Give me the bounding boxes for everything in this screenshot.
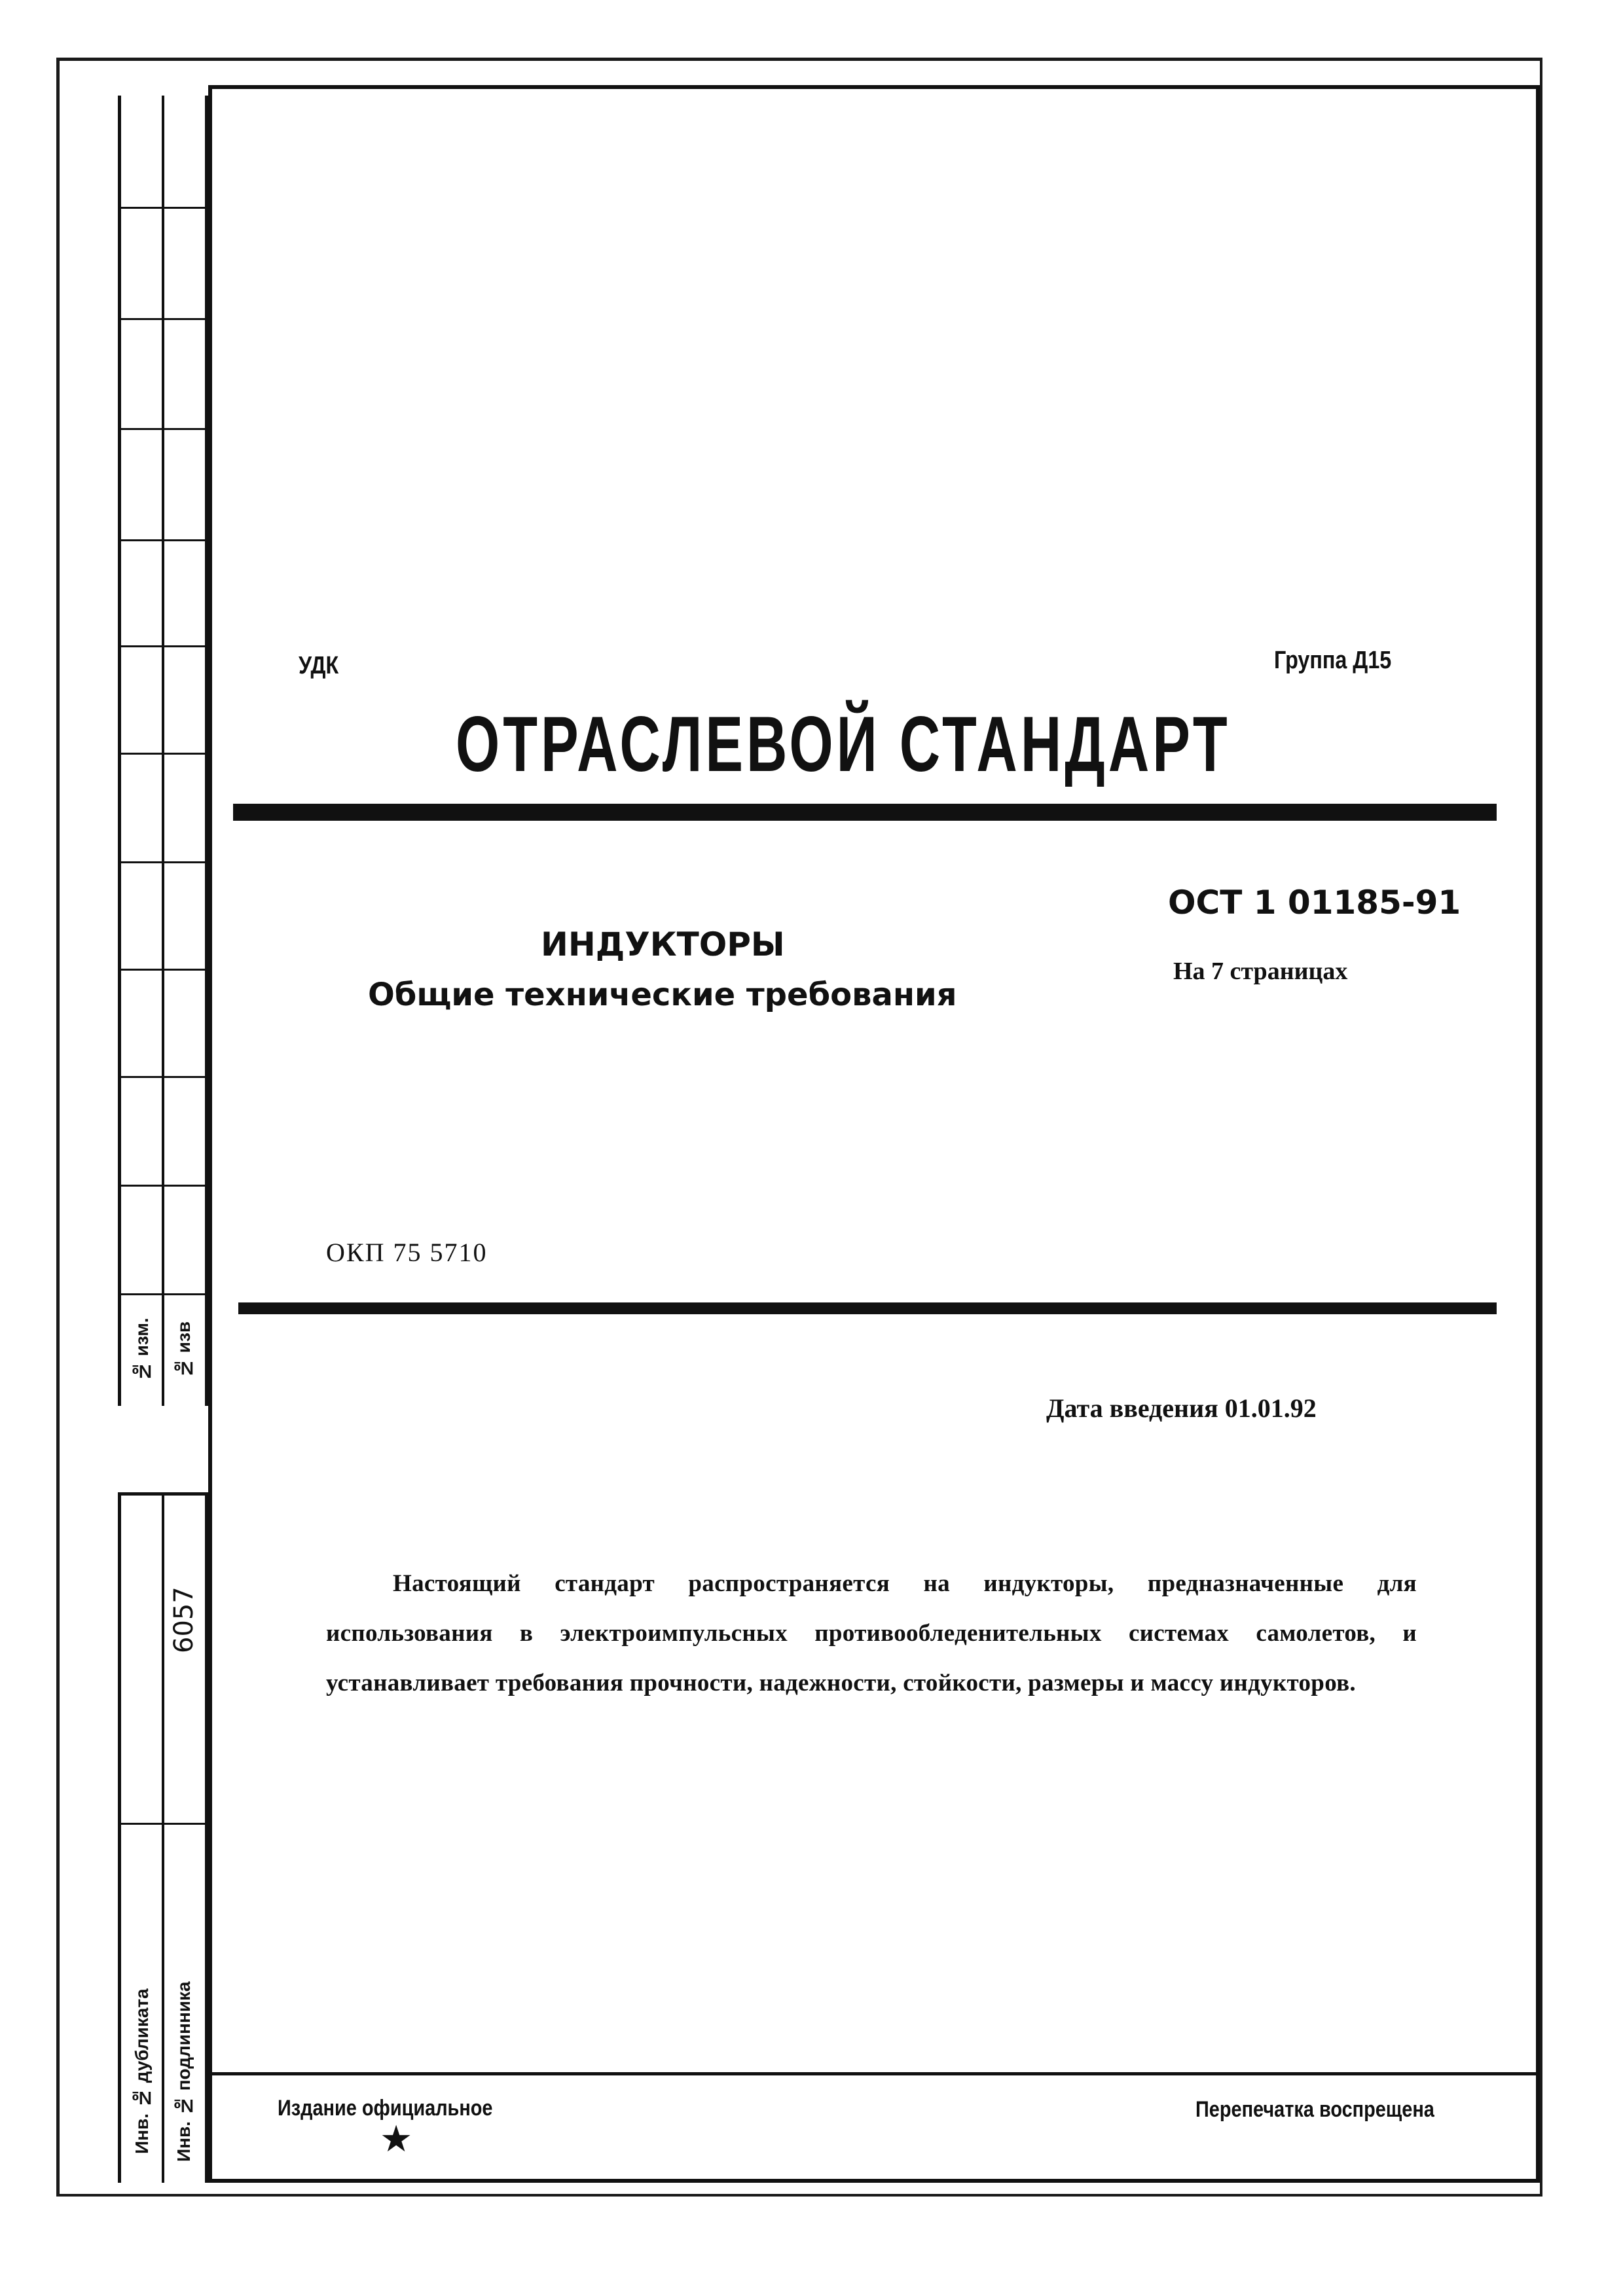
- edition-label: Издание официальное: [278, 2096, 493, 2121]
- udk-label: УДК: [299, 652, 339, 679]
- page-title: ОТРАСЛЕВОЙ СТАНДАРТ: [456, 700, 1231, 788]
- top-rule: [233, 804, 1497, 821]
- standard-designation: ОСТ 1 01185-91: [1168, 884, 1461, 922]
- inv-duplicate-label: Инв. № дубликата: [132, 1988, 152, 2155]
- okp-code: ОКП 75 5710: [326, 1238, 488, 1267]
- inv-original-label: Инв. № подлинника: [173, 1981, 194, 2162]
- standard-subtitle: Общие технические требования: [368, 977, 957, 1013]
- reprint-label: Перепечатка воспрещена: [1195, 2097, 1434, 2122]
- star-icon: ★: [380, 2118, 413, 2161]
- footer-rule: [208, 2072, 1540, 2075]
- page-count: На 7 страницах: [1173, 958, 1348, 985]
- margin-table-inventory: [118, 1492, 208, 2183]
- intro-date: Дата введения 01.01.92: [1046, 1393, 1317, 1423]
- inv-original-number: 6057: [169, 1587, 199, 1653]
- standard-title: ИНДУКТОРЫ: [541, 925, 785, 963]
- inner-frame: [208, 85, 1540, 2183]
- middle-rule: [238, 1302, 1497, 1314]
- group-label: Группа Д15: [1274, 647, 1392, 674]
- scope-paragraph: Настоящий стандарт распространяется на индукторы, предназначенные для использования в электроимпульсных противообледенительных системах самолетов, и устанавливает требования прочности, надежности, стойкости, размеры и массу индукторов.: [326, 1570, 1417, 1696]
- margin-table-changes: [118, 96, 208, 1406]
- change-number-label: № изм.: [132, 1318, 152, 1382]
- notice-number-label: № изв: [173, 1321, 194, 1378]
